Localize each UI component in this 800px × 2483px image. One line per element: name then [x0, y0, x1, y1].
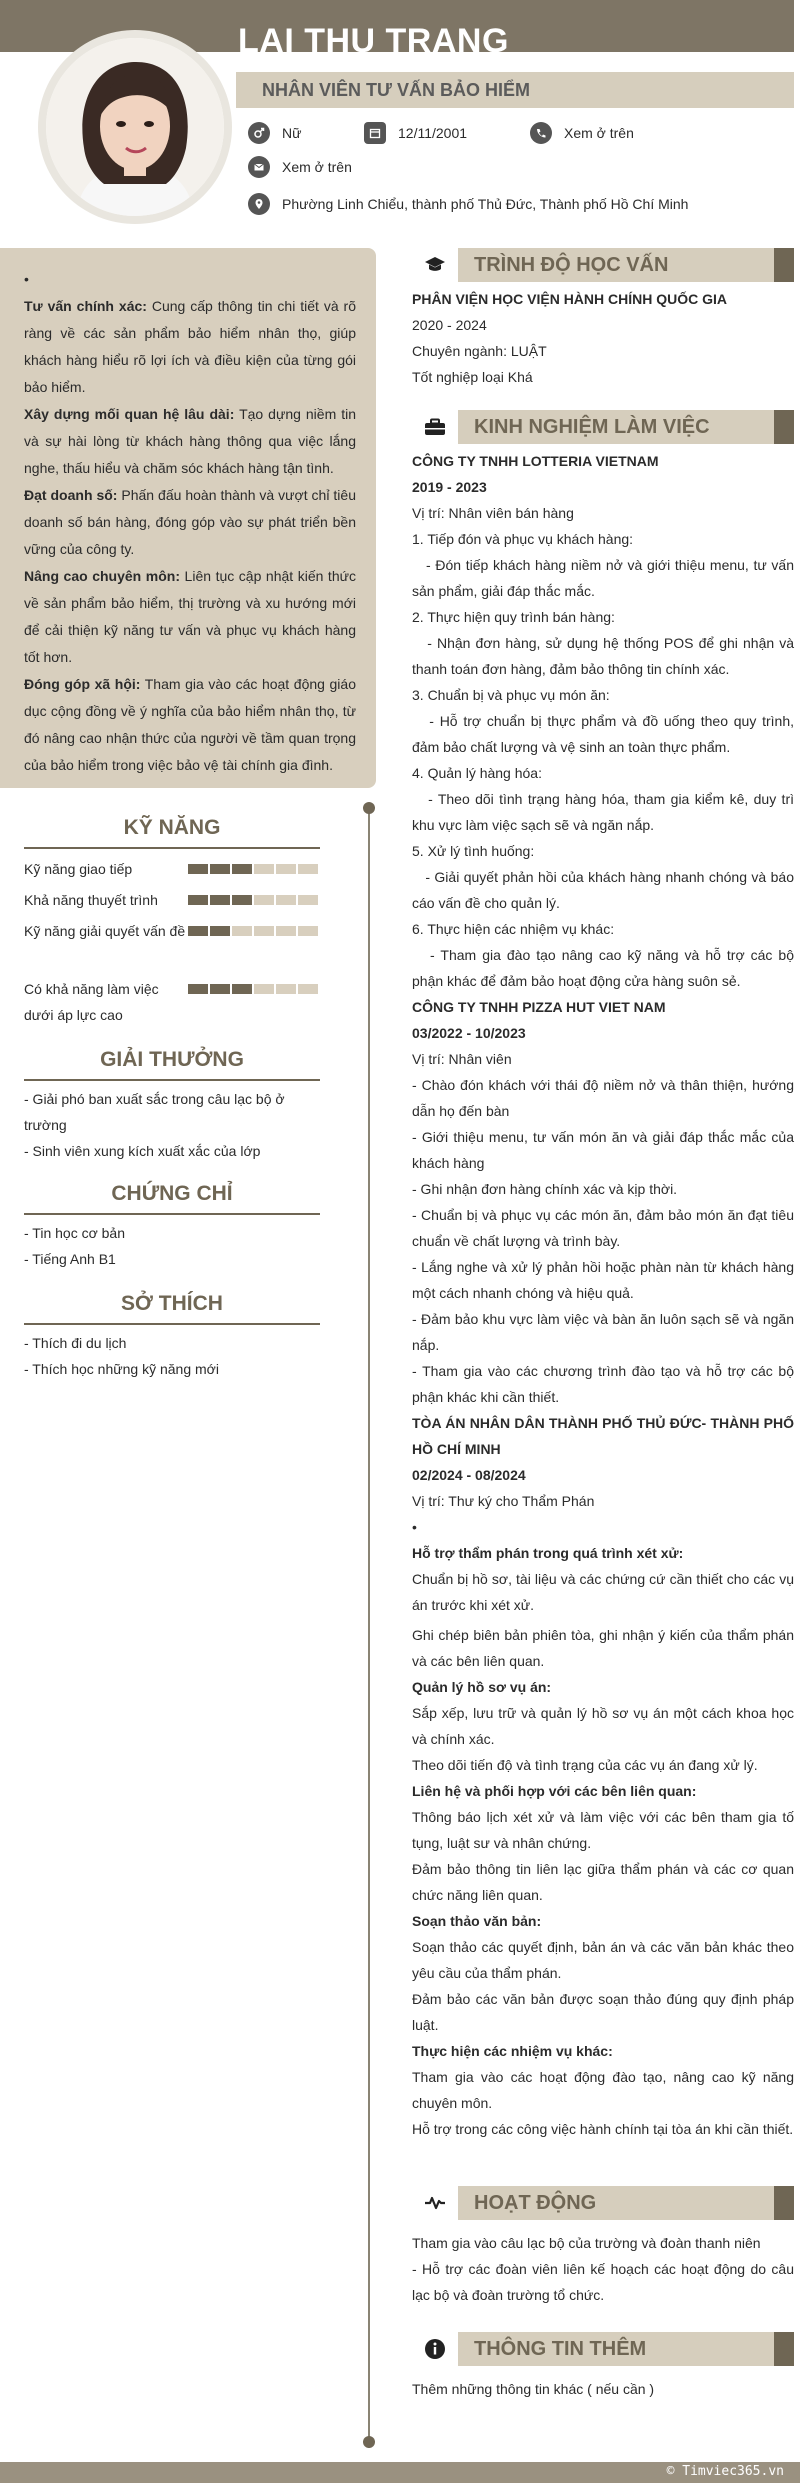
- graduation-cap-icon: [412, 248, 458, 282]
- bullet: •: [412, 1519, 417, 1535]
- duty-line: Đảm bảo các văn bản được soạn thảo đúng quy định pháp luật.: [412, 1991, 794, 2033]
- skill-bar-segment: [232, 895, 252, 905]
- gender-row: [248, 122, 301, 144]
- job-line: 4. Quản lý hàng hóa:: [412, 765, 542, 781]
- education-years: 2020 - 2024: [412, 317, 487, 333]
- job-position: Vị trí: Nhân viên bán hàng: [412, 505, 574, 521]
- school-name: PHÂN VIỆN HỌC VIỆN HÀNH CHÍNH QUỐC GIA: [412, 291, 728, 307]
- header-tail: [774, 2186, 794, 2220]
- job-line: 2. Thực hiện quy trình bán hàng:: [412, 609, 615, 625]
- hobby-item: - Thích đi du lịch: [24, 1335, 127, 1351]
- header-tail: [774, 410, 794, 444]
- timeline-line: [368, 808, 370, 2448]
- skill-rating: [188, 864, 318, 882]
- skill-rating: [188, 895, 318, 913]
- skill-bar-segment: [210, 984, 230, 994]
- summary-item: Tư vấn chính xác: Cung cấp thông tin chi tiết và rõ ràng về các sản phẩm bảo hiểm nhân thọ, giúp khách hàng hiểu rõ lợi ích và điều kiện của từng gói bảo hiểm.: [24, 298, 356, 395]
- job-line: - Ghi nhận đơn hàng chính xác và kịp thời.: [412, 1181, 678, 1197]
- job-position: Vị trí: Nhân viên: [412, 1051, 512, 1067]
- job-line: - Chào đón khách với thái độ niềm nở và thân thiện, hướng dẫn họ đến bàn: [412, 1077, 794, 1119]
- job-line: - Tham gia vào các chương trình đào tạo và hỗ trợ các bộ phận khác khi cần thiết.: [412, 1363, 794, 1405]
- duty-line: Ghi chép biên bản phiên tòa, ghi nhận ý kiến của thẩm phán và các bên liên quan.: [412, 1627, 794, 1669]
- summary-bullet: •: [24, 271, 29, 287]
- skill-bar-segment: [276, 984, 296, 994]
- experience-body: [412, 448, 798, 2142]
- duty-line: Chuẩn bị hồ sơ, tài liệu và các chứng cứ cần thiết cho các vụ án trước khi xét xử.: [412, 1571, 794, 1613]
- skill-bar-segment: [298, 895, 318, 905]
- duty-line: Tham gia vào các hoạt động đào tạo, nâng cao kỹ năng chuyên môn.: [412, 2069, 794, 2111]
- education-body: [412, 286, 794, 390]
- job-position: Vị trí: Thư ký cho Thẩm Phán: [412, 1493, 595, 1509]
- calendar-icon: [364, 122, 386, 144]
- skill-bar-segment: [210, 926, 230, 936]
- more-info-title: THÔNG TIN THÊM: [458, 2332, 774, 2366]
- candidate-name: LẠI THU TRANG: [238, 22, 509, 60]
- footer-brand: © Timviec365.vn: [666, 2464, 784, 2479]
- job-line: 3. Chuẩn bị và phục vụ món ăn:: [412, 687, 610, 703]
- more-info-text: Thêm những thông tin khác ( nếu cần ): [412, 2381, 655, 2397]
- job-years: 03/2022 - 10/2023: [412, 1025, 526, 1041]
- skill-bar-segment: [298, 864, 318, 874]
- portrait-photo: [46, 38, 224, 216]
- skill-bar-segment: [276, 895, 296, 905]
- job-years: 02/2024 - 08/2024: [412, 1467, 526, 1483]
- skill-label: Kỹ năng giao tiếp: [24, 861, 133, 877]
- job-years: 2019 - 2023: [412, 479, 487, 495]
- activities-title: HOẠT ĐỘNG: [458, 2186, 774, 2220]
- header-tail: [774, 248, 794, 282]
- certificates-title: CHỨNG CHỈ: [24, 1182, 320, 1215]
- skill-rating: [188, 926, 318, 944]
- skill-row: [24, 976, 320, 1028]
- summary-item: Xây dựng mối quan hệ lâu dài: Tạo dựng niềm tin và sự hài lòng từ khách hàng thông qua việc lắng nghe, thấu hiểu và chăm sóc khách hàng tận tình.: [24, 406, 357, 476]
- job-line: - Chuẩn bị và phục vụ các món ăn, đảm bảo món ăn đạt tiêu chuẩn về chất lượng và trình bày.: [412, 1207, 794, 1249]
- skill-bar-segment: [188, 864, 208, 874]
- skill-bar-segment: [276, 864, 296, 874]
- skill-bar-segment: [210, 864, 230, 874]
- more-info-body: [412, 2376, 794, 2402]
- education-grade: Tốt nghiệp loại Khá: [412, 369, 533, 385]
- skill-bar-segment: [254, 895, 274, 905]
- duty-line: Soạn thảo các quyết định, bản án và các văn bản khác theo yêu cầu của thẩm phán.: [412, 1939, 794, 1981]
- job-line: 5. Xử lý tình huống:: [412, 843, 535, 859]
- skill-bar-segment: [298, 984, 318, 994]
- duty-label: Thực hiện các nhiệm vụ khác:: [412, 2043, 613, 2059]
- hobbies-list: [24, 1330, 324, 1382]
- briefcase-icon: [412, 410, 458, 444]
- email-icon: [248, 156, 270, 178]
- duty-line: Sắp xếp, lưu trữ và quản lý hồ sơ vụ án một cách khoa học và chính xác.: [412, 1705, 794, 1747]
- summary-item: Đạt doanh số: Phấn đấu hoàn thành và vượt chỉ tiêu doanh số bán hàng, đóng góp vào sự phát triển bền vững của công ty.: [24, 487, 356, 557]
- certificates-list: [24, 1220, 324, 1272]
- skill-bar-segment: [188, 926, 208, 936]
- address-row: [248, 193, 688, 215]
- avatar: [46, 38, 224, 216]
- gender-value: Nữ: [282, 125, 302, 141]
- footer-bar: [0, 2462, 800, 2483]
- skill-row: [24, 918, 320, 944]
- career-objective: [0, 248, 376, 788]
- award-item: - Giải phó ban xuất sắc trong câu lạc bộ ở trường: [24, 1091, 285, 1133]
- skill-bar-segment: [188, 984, 208, 994]
- activities-header: [412, 2186, 794, 2220]
- company-name: TÒA ÁN NHÂN DÂN THÀNH PHỐ THỦ ĐỨC- THÀNH PHỐ HỒ CHÍ MINH: [412, 1415, 794, 1457]
- skill-bar-segment: [210, 895, 230, 905]
- duty-label: Liên hệ và phối hợp với các bên liên quan:: [412, 1783, 697, 1799]
- company-name: CÔNG TY TNHH PIZZA HUT VIET NAM: [412, 999, 666, 1015]
- experience-title: KINH NGHIỆM LÀM VIỆC: [458, 410, 774, 444]
- skill-bar-segment: [254, 984, 274, 994]
- email-row: [248, 156, 352, 178]
- job-line: - Giải quyết phản hồi của khách hàng nhanh chóng và báo cáo vấn đề cho quản lý.: [412, 869, 798, 911]
- summary-item: Nâng cao chuyên môn: Liên tục cập nhật kiến thức về sản phẩm bảo hiểm, thị trường và xu hướng mới để cải thiện kỹ năng tư vấn và phục vụ khách hàng tốt hơn.: [24, 568, 356, 665]
- skill-bar-segment: [254, 864, 274, 874]
- skill-bar-segment: [276, 926, 296, 936]
- address-value: Phường Linh Chiểu, thành phố Thủ Đức, Thành phố Hồ Chí Minh: [282, 196, 689, 212]
- duty-line: Hỗ trợ trong các công việc hành chính tại tòa án khi cần thiết.: [412, 2121, 794, 2137]
- duty-label: Quản lý hồ sơ vụ án:: [412, 1679, 552, 1695]
- skill-bar-segment: [232, 926, 252, 936]
- job-line: - Đảm bảo khu vực làm việc và bàn ăn luôn sạch sẽ và ngăn nắp.: [412, 1311, 794, 1353]
- summary-item: Đóng góp xã hội: Tham gia vào các hoạt động giáo dục cộng đồng về ý nghĩa của bảo hiểm nhân thọ, từ đó nâng cao nhận thức của người về tầm quan trọng của bảo hiểm trong việc bảo vệ tài chính gia đình.: [24, 676, 356, 773]
- activity-line: - Hỗ trợ các đoàn viên liên kế hoạch các hoạt động do câu lạc bộ và đoàn trường tổ chức.: [412, 2261, 794, 2303]
- header-tail: [774, 2332, 794, 2366]
- education-header: [412, 248, 794, 282]
- job-line: - Nhận đơn hàng, sử dụng hệ thống POS để ghi nhận và thanh toán đơn hàng, đảm bảo thông tin chính xác.: [412, 635, 798, 677]
- certificate-item: - Tin học cơ bản: [24, 1225, 126, 1241]
- job-line: 6. Thực hiện các nhiệm vụ khác:: [412, 921, 615, 937]
- skill-label: Khả năng thuyết trình: [24, 892, 158, 908]
- duty-line: Theo dõi tiến độ và tình trạng của các vụ án đang xử lý.: [412, 1757, 758, 1773]
- job-line: - Giới thiệu menu, tư vấn món ăn và giải đáp thắc mắc của khách hàng: [412, 1129, 794, 1171]
- dob-value: 12/11/2001: [398, 125, 468, 141]
- hobbies-title: SỞ THÍCH: [24, 1292, 320, 1325]
- activities-body: [412, 2230, 794, 2308]
- skill-label: Kỹ năng giải quyết vấn đề: [24, 923, 186, 939]
- awards-title: GIẢI THƯỞNG: [24, 1048, 320, 1081]
- duty-label: Soạn thảo văn bản:: [412, 1913, 542, 1929]
- company-name: CÔNG TY TNHH LOTTERIA VIETNAM: [412, 453, 659, 469]
- phone-row: [530, 122, 634, 144]
- job-line: - Lắng nghe và xử lý phản hồi hoặc phàn nàn từ khách hàng một cách nhanh chóng và hiệu quả.: [412, 1259, 794, 1301]
- duty-line: Đảm bảo thông tin liên lạc giữa thẩm phán và các cơ quan chức năng liên quan.: [412, 1861, 794, 1903]
- phone-icon: [530, 122, 552, 144]
- skill-rating: [188, 984, 318, 1028]
- skill-row: [24, 856, 320, 882]
- skill-bar-segment: [254, 926, 274, 936]
- education-title: TRÌNH ĐỘ HỌC VẤN: [458, 248, 774, 282]
- skill-label: Có khả năng làm việc dưới áp lực cao: [24, 981, 159, 1023]
- skill-bar-segment: [298, 926, 318, 936]
- hobby-item: - Thích học những kỹ năng mới: [24, 1361, 219, 1377]
- skill-row: [24, 887, 320, 913]
- email-value: Xem ở trên: [282, 159, 352, 175]
- timeline-dot: [363, 802, 375, 814]
- gender-icon: [248, 122, 270, 144]
- timeline-dot: [363, 2436, 375, 2448]
- phone-value: Xem ở trên: [564, 125, 634, 141]
- duty-line: Thông báo lịch xét xử và làm việc với các bên tham gia tố tụng, luật sư và nhân chứng.: [412, 1809, 794, 1851]
- dob-row: [364, 122, 467, 144]
- job-line: - Theo dõi tình trạng hàng hóa, tham gia kiểm kê, duy trì khu vực làm việc sạch sẽ và ngăn nắp.: [412, 791, 798, 833]
- duty-label: Hỗ trợ thẩm phán trong quá trình xét xử:: [412, 1545, 684, 1561]
- activity-line: Tham gia vào câu lạc bộ của trường và đoàn thanh niên: [412, 2235, 761, 2251]
- job-line: 1. Tiếp đón và phục vụ khách hàng:: [412, 531, 634, 547]
- skills-title: KỸ NĂNG: [24, 816, 320, 849]
- award-item: - Sinh viên xung kích xuất xắc của lớp: [24, 1143, 261, 1159]
- skill-bar-segment: [232, 984, 252, 994]
- job-line: - Tham gia đào tạo nâng cao kỹ năng và hỗ trợ các bộ phận khác để đảm bảo hoạt động cửa hàng suôn sẻ.: [412, 947, 798, 989]
- experience-header: [412, 410, 794, 444]
- info-icon: [412, 2332, 458, 2366]
- job-line: - Hỗ trợ chuẩn bị thực phẩm và đồ uống theo quy trình, đảm bảo chất lượng và vệ sinh an toàn thực phẩm.: [412, 713, 798, 755]
- job-line: - Đón tiếp khách hàng niềm nở và giới thiệu menu, tư vấn sản phẩm, giải đáp thắc mắc.: [412, 557, 798, 599]
- education-major: Chuyên ngành: LUẬT: [412, 343, 547, 359]
- awards-list: [24, 1086, 324, 1164]
- candidate-title: NHÂN VIÊN TƯ VẤN BẢO HIỂM: [262, 80, 530, 100]
- skill-bar-segment: [188, 895, 208, 905]
- location-icon: [248, 193, 270, 215]
- skill-bar-segment: [232, 864, 252, 874]
- activity-pulse-icon: [412, 2186, 458, 2220]
- more-info-header: [412, 2332, 794, 2366]
- certificate-item: - Tiếng Anh B1: [24, 1251, 116, 1267]
